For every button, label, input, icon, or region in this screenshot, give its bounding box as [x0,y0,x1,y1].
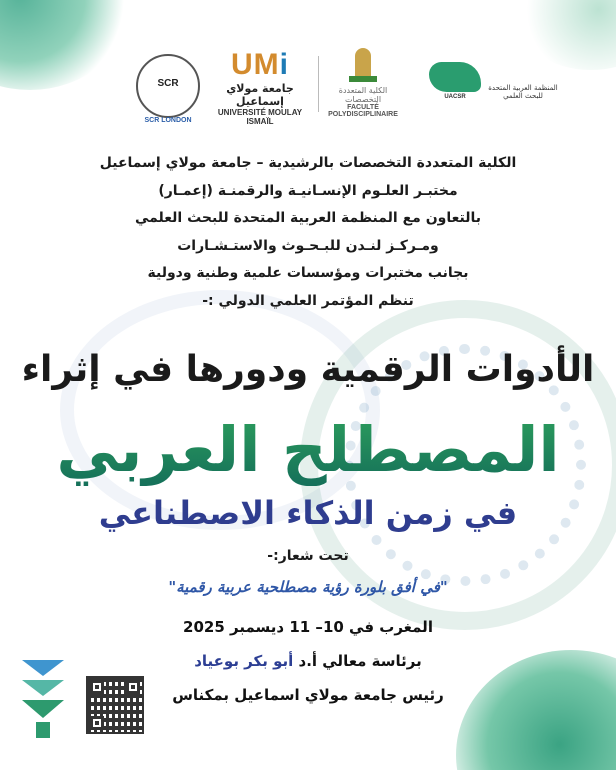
fp-arabic-name: الكلية المتعددة التخصصات [338,86,388,104]
university-moulay-ismail-logo [210,48,310,126]
fp-french-name: FACULTÉ POLYDISCIPLINAIRE [328,104,398,118]
conference-title-main: المصطلح العربي [0,413,616,486]
intro-line: تنظم المؤتمر العلمي الدولي :- [202,292,414,309]
chevron-arrows-icon [22,660,64,740]
scr-london-logo [136,54,200,124]
umi-mark: UMi [230,48,289,81]
intro-line: ومـركـز لنـدن للبـحـوث والاستـشـارات [177,237,439,254]
scr-logo-mark: SCR [157,78,179,89]
uacsr-logo [420,62,490,112]
umi-french-name: UNIVERSITÉ MOULAY ISMAÏL [217,108,303,126]
palm-tower-icon [345,46,381,86]
intro-line: الكلية المتعددة التخصصات بالرشيدية – جامعة مولاي إسماعيل [99,155,517,171]
chair-title: رئيس جامعة مولاي اسماعيل بمكناس [172,686,444,704]
scr-logo-sub: SCR LONDON [144,117,192,124]
arab-org-calligraphy: المنظمة العربية المتحدة للبحث العلمي [488,84,558,100]
faculty-polydisciplinary-logo [326,46,400,120]
logo-bar [0,40,616,126]
slogan-label: تحت شعار:- [267,548,349,564]
chair-name: أبو بكر بوعياد [194,652,294,670]
arab-map-icon [429,62,481,92]
uacsr-label: UACSR [444,94,466,100]
intro-line: بجانب مختبرات ومؤسسات علمية وطنية ودولية [147,265,469,282]
intro-line: مختبـر العلـوم الإنسـانيـة والرقمنـة (إعمـار) [158,182,458,199]
conference-title-line3: في زمن الذكاء الاصطناعي [98,494,518,532]
logo-divider [318,56,319,112]
chair-line [0,652,616,670]
intro-block [0,150,616,316]
qr-code[interactable] [86,676,144,734]
slogan-text: "في أفق بلورة رؤية مصطلحية عربية رقمية" [168,578,448,596]
chair-prefix: برئاسة معالي أ.د [298,652,422,670]
intro-line: بالتعاون مع المنظمة العربية المتحدة للبحث العلمي [135,210,481,227]
conference-title-line1: الأدوات الرقمية ودورها في إثراء [21,349,595,390]
umi-arabic-name: جامعة مولاي إسماعيل [226,82,294,108]
conference-date: المغرب في 10– 11 ديسمبر 2025 [183,618,433,636]
